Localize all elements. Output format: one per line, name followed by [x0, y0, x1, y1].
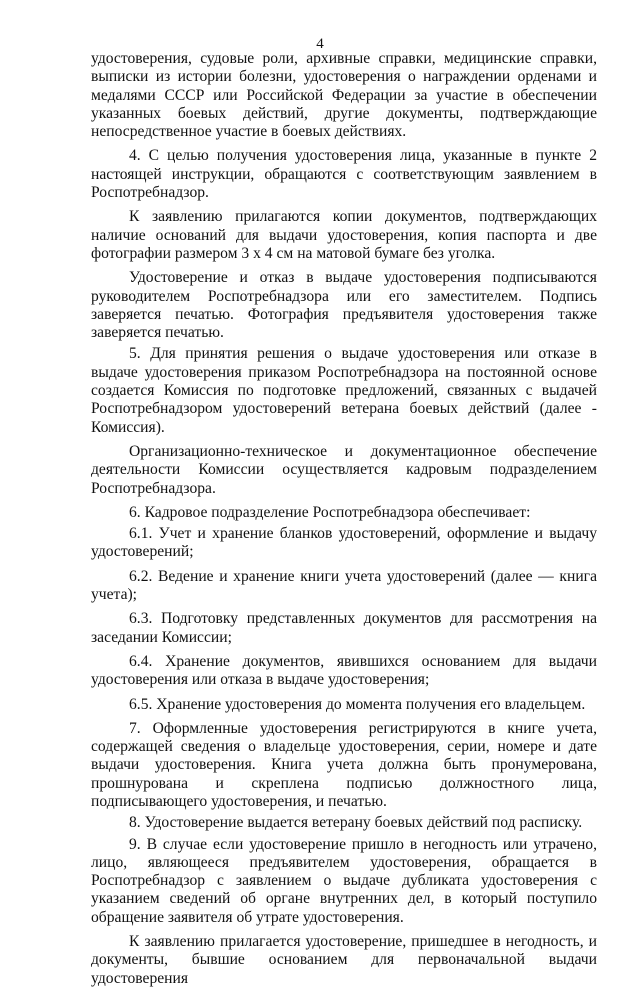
paragraph-continuation: удостоверения, судовые роли, архивные справки, медицинские справки, выписки из истории болезни, удостоверения о награждении орденами и медалями СССР или Российской Федерации за участие в обеспечении указанных боевых действий, другие документы, подтверждающие непосредственное участие в боевых действиях.: [91, 50, 597, 141]
paragraph-organizational-support: Организационно-техническое и документационное обеспечение деятельности Комиссии осуществляется кадровым подразделением Роспотребнадзора.: [91, 442, 597, 497]
paragraph-item-6-3: 6.3. Подготовку представленных документов для рассмотрения на заседании Комиссии;: [91, 610, 597, 646]
paragraph-item-5: 5. Для принятия решения о выдаче удостоверения или отказе в выдаче удостоверения приказом Роспотребнадзора на постоянной основе создается Комиссия по подготовке предложений, связанных с выдачей Роспотребнадзором удостоверений ветерана боевых действий (далее - Комиссия).: [91, 345, 597, 436]
paragraph-item-6-1: 6.1. Учет и хранение бланков удостоверений, оформление и выдачу удостоверений;: [91, 525, 597, 561]
paragraph-duplicate-attachments: К заявлению прилагается удостоверение, пришедшее в негодность, и документы, бывшие основанием для первоначальной выдачи удостоверения: [91, 933, 597, 987]
paragraph-item-4: 4. С целью получения удостоверения лица, указанные в пункте 2 настоящей инструкции, обращаются с соответствующим заявлением в Роспотребнадзор.: [91, 147, 597, 202]
page-number: 4: [316, 36, 324, 52]
paragraph-item-9: 9. В случае если удостоверение пришло в негодность или утрачено, лицо, являющееся предъявителем удостоверения, обращается в Роспотребнадзор с заявлением о выдаче дубликата удостоверения с указанием сведений об органе внутренних дел, в который поступило обращение заявителя об утрате удостоверения.: [91, 835, 597, 926]
paragraph-item-8: 8. Удостоверение выдается ветерану боевых действий под расписку.: [129, 814, 583, 832]
paragraph-item-6-2: 6.2. Ведение и хранение книги учета удостоверений (далее — книга учета);: [91, 567, 597, 604]
paragraph-item-6: 6. Кадровое подразделение Роспотребнадзора обеспечивает:: [129, 503, 531, 521]
paragraph-item-7: 7. Оформленные удостоверения регистрируются в книге учета, содержащей сведения о владельце удостоверения, серии, номере и дате выдачи удостоверения. Книга учета должна быть пронумерована, прошнурована и скреплена подписью должностного лица, подписывающего удостоверения, и печатью.: [91, 719, 597, 810]
document-body: [91, 50, 597, 988]
paragraph-item-6-5: 6.5. Хранение удостоверения до момента получения его владельцем.: [129, 695, 586, 713]
paragraph-item-6-4: 6.4. Хранение документов, явившихся основанием для выдачи удостоверения или отказа в выдаче удостоверения;: [91, 652, 597, 689]
paragraph-signature: Удостоверение и отказ в выдаче удостоверения подписываются руководителем Роспотребнадзора или его заместителем. Подпись заверяется печатью. Фотография предъявителя удостоверения также заверяется печатью.: [91, 269, 597, 342]
paragraph-application-attachments: К заявлению прилагаются копии документов, подтверждающих наличие оснований для выдачи удостоверения, копия паспорта и две фотографии размером 3 х 4 см на матовой бумаге без уголка.: [91, 208, 597, 262]
